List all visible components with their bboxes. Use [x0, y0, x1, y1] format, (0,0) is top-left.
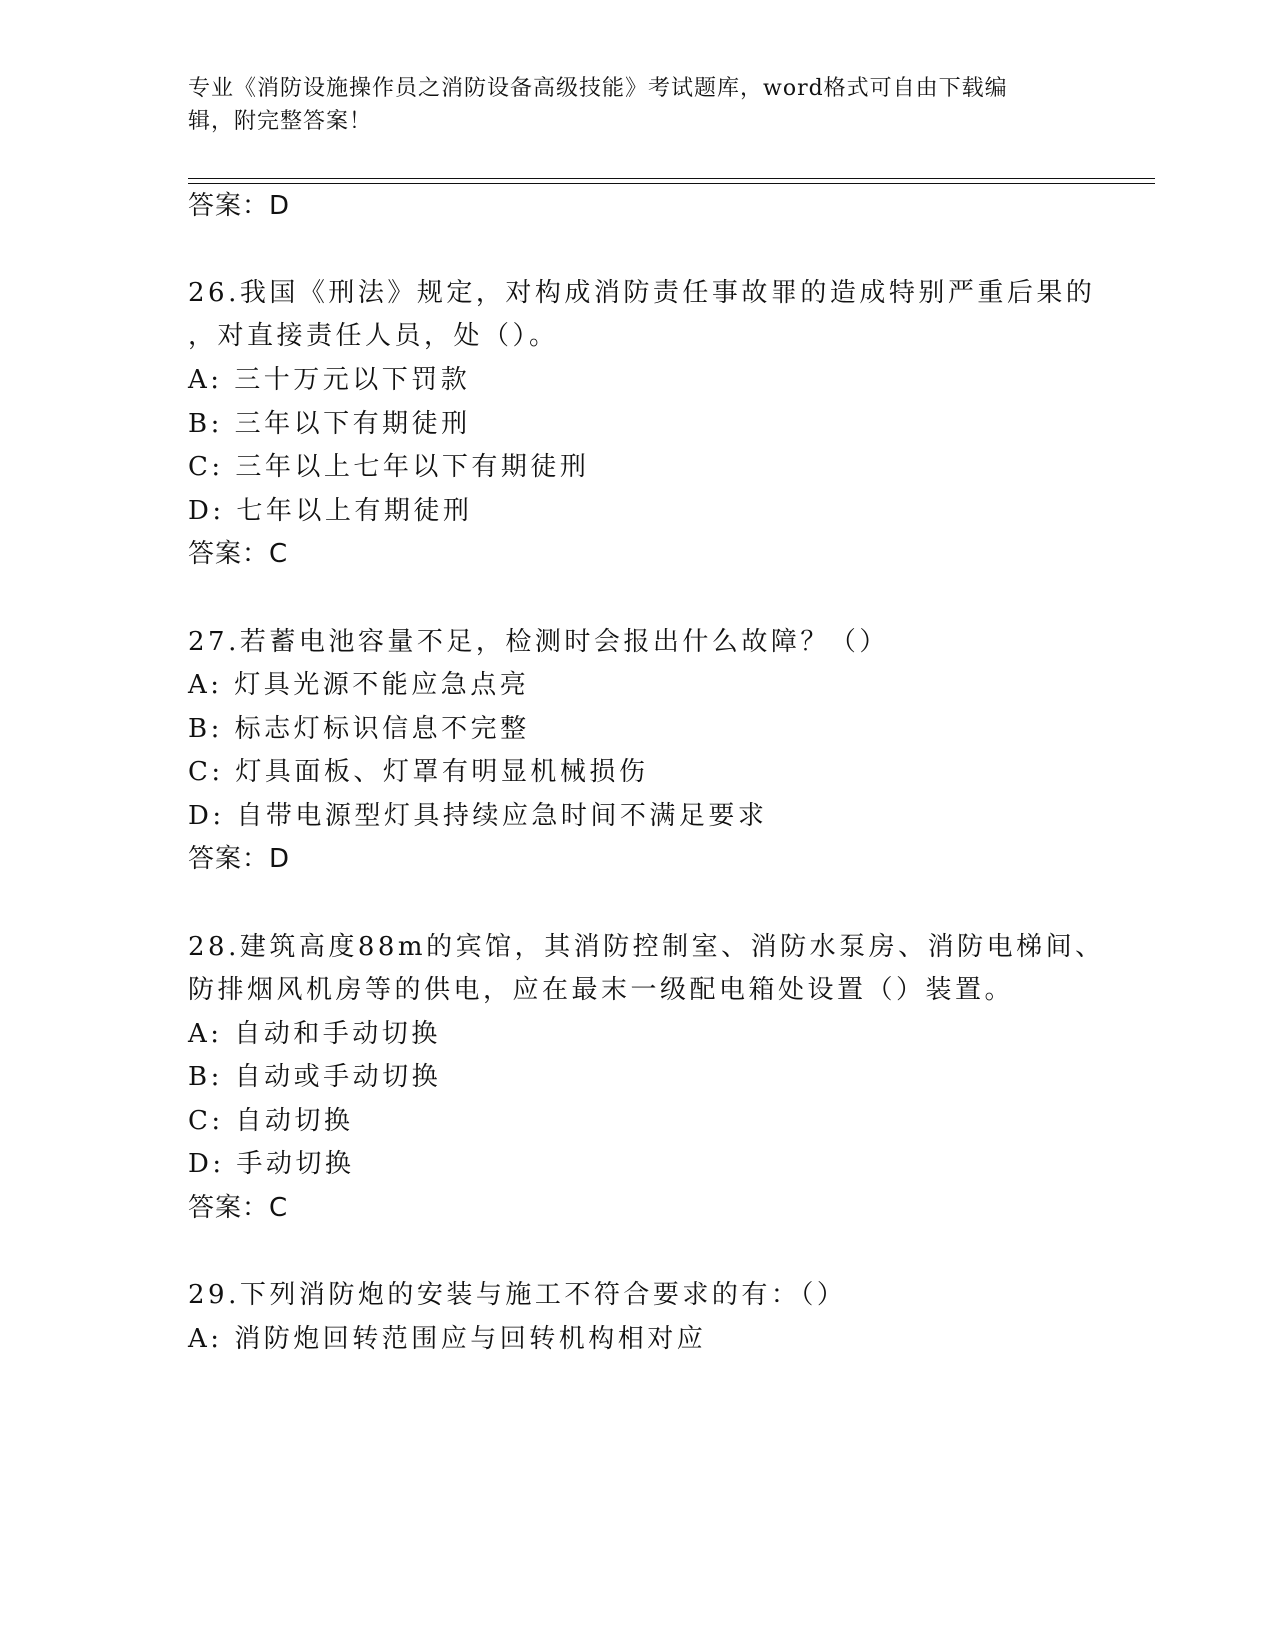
question-27-stem-line-1: 27.若蓄电池容量不足，检测时会报出什么故障？（） — [188, 627, 889, 657]
question-27-option-c: C: 灯具面板、灯罩有明显机械损伤 — [188, 757, 649, 787]
question-26-stem-line-1: 26.我国《刑法》规定，对构成消防责任事故罪的造成特别严重后果的 — [188, 278, 1096, 308]
question-28-option-c: C: 自动切换 — [188, 1106, 354, 1136]
document-header — [188, 72, 1068, 138]
question-26-stem-line-2: ，对直接责任人员，处（）。 — [188, 321, 559, 351]
question-26-option-d: D: 七年以上有期徒刑 — [188, 496, 473, 526]
question-27-option-a: A: 灯具光源不能应急点亮 — [188, 670, 530, 700]
header-divider-bottom — [188, 183, 1155, 184]
question-26-option-a: A: 三十万元以下罚款 — [188, 365, 471, 395]
question-26-answer: 答案：C — [188, 539, 289, 569]
question-27-option-d: D: 自带电源型灯具持续应急时间不满足要求 — [188, 801, 768, 831]
question-29-option-a: A: 消防炮回转范围应与回转机构相对应 — [188, 1324, 707, 1354]
question-27-option-b: B: 标志灯标识信息不完整 — [188, 714, 530, 744]
question-27-answer: 答案：D — [188, 844, 291, 874]
header-divider-top — [188, 178, 1155, 179]
question-26-option-b: B: 三年以下有期徒刑 — [188, 409, 471, 439]
header-line-1: 专业《消防设施操作员之消防设备高级技能》考试题库，word格式可自由下载编 — [188, 76, 1008, 101]
question-28-option-a: A: 自动和手动切换 — [188, 1019, 441, 1049]
question-26-option-c: C: 三年以上七年以下有期徒刑 — [188, 452, 590, 482]
answer-25: 答案：D — [188, 191, 291, 221]
question-29-stem-line-1: 29.下列消防炮的安装与施工不符合要求的有：（） — [188, 1280, 847, 1310]
question-28-stem-line-1: 28.建筑高度88m的宾馆，其消防控制室、消防水泵房、消防电梯间、 — [188, 932, 1105, 962]
header-line-2: 辑，附完整答案！ — [188, 109, 373, 134]
question-28-answer: 答案：C — [188, 1193, 289, 1223]
question-28-stem-line-2: 防排烟风机房等的供电，应在最末一级配电箱处设置（）装置。 — [188, 975, 1015, 1005]
question-28-option-b: B: 自动或手动切换 — [188, 1062, 442, 1092]
question-28-option-d: D: 手动切换 — [188, 1149, 355, 1179]
